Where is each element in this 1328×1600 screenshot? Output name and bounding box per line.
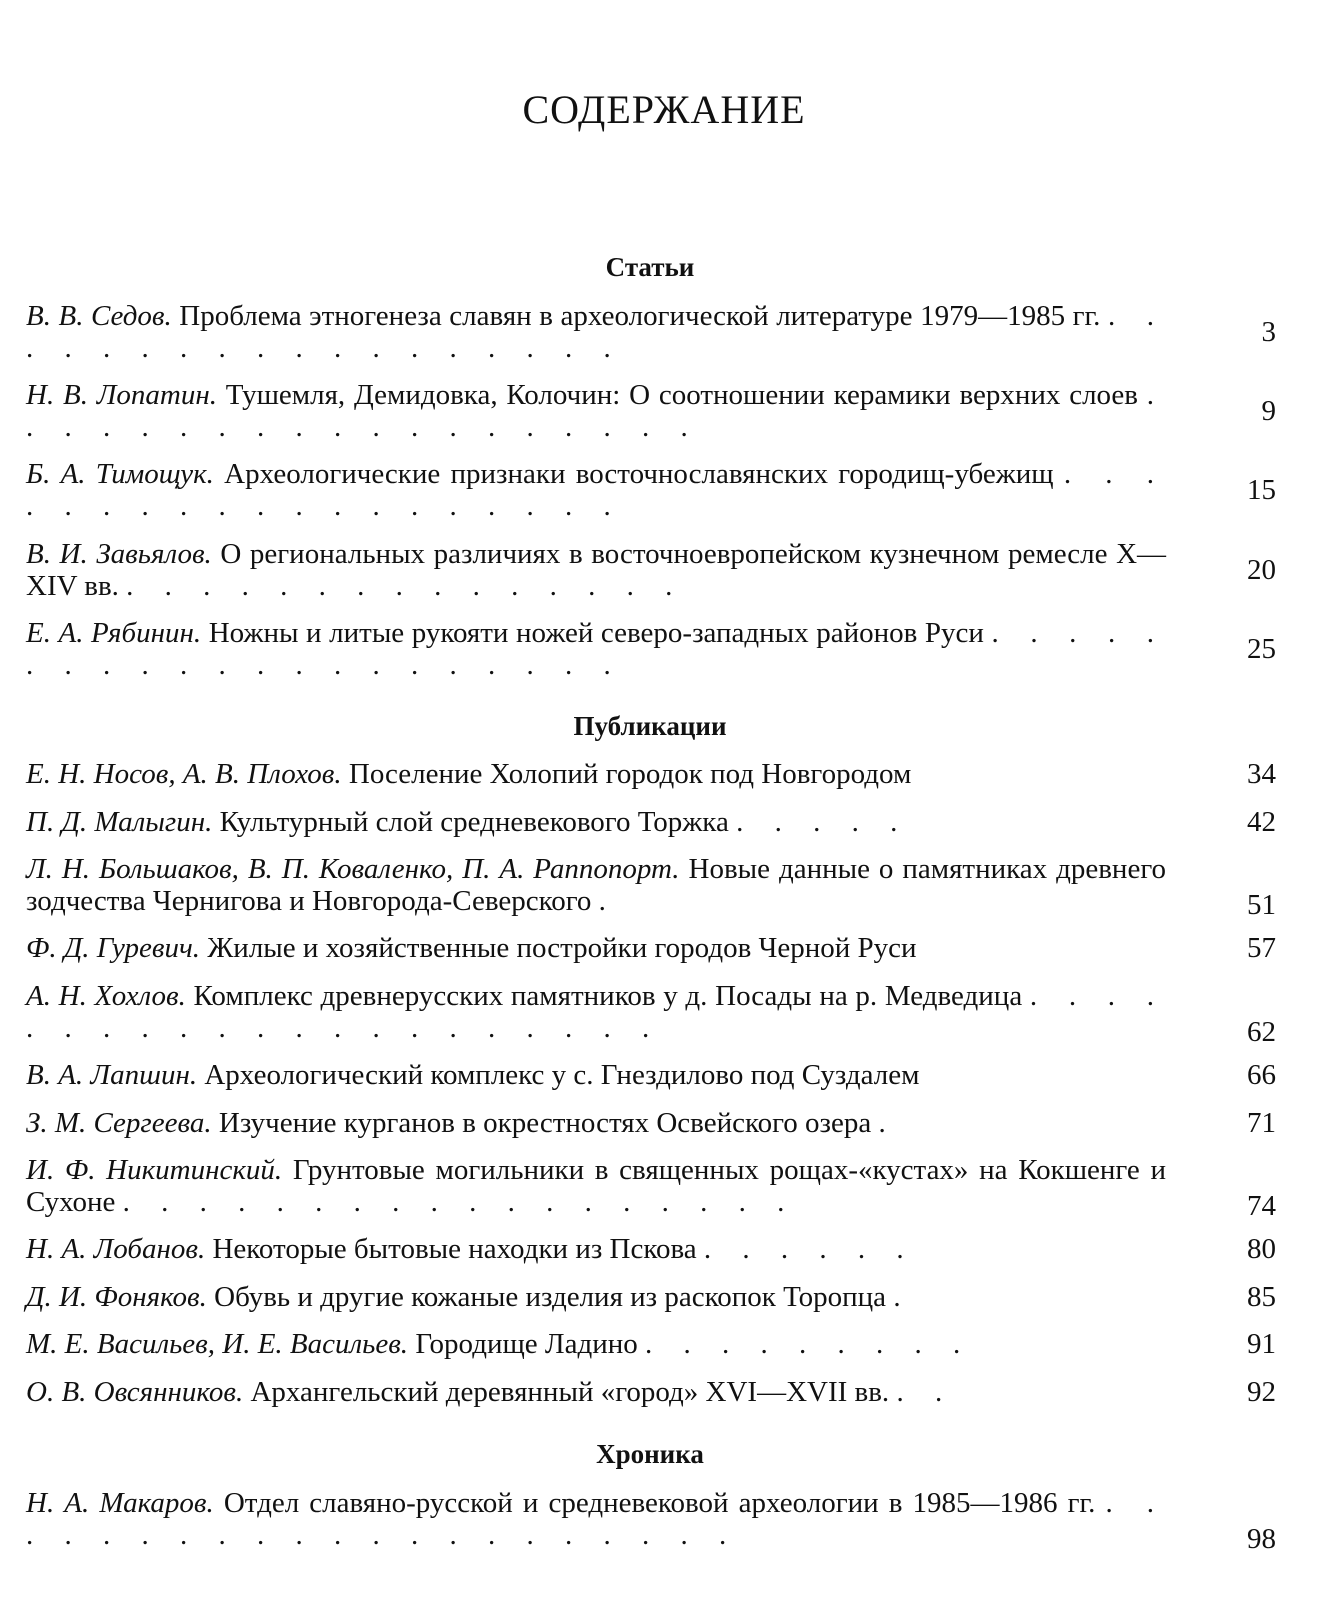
toc-entry[interactable] — [26, 1376, 1276, 1408]
entry-authors: В. В. Седов. — [26, 300, 172, 332]
entry-authors: Д. И. Фоняков. — [26, 1281, 207, 1313]
entry-authors: Н. А. Макаров. — [26, 1487, 214, 1519]
entry-leader-dots: . . . . . . . . . . . . . . . . . . . . . — [26, 980, 1167, 1044]
entry-leader-dots: . . . . . . . . . . . . . . . . . . . — [26, 458, 1167, 522]
entry-title: Ножны и литые рукояти ножей северо-западных районов Руси — [208, 617, 984, 649]
entry-page-number: 51 — [1247, 889, 1276, 921]
entry-page-number: 9 — [1261, 395, 1276, 427]
entry-title: Культурный слой средневекового Торжка — [219, 806, 729, 838]
toc-entry[interactable] — [26, 458, 1276, 522]
entry-leader-dots: . . . . . . . . . . . . . . . . . . . . . — [26, 1487, 1167, 1551]
entry-title: Археологический комплекс у с. Гнездилово под Суздалем — [204, 1059, 920, 1091]
entry-authors: З. М. Сергеева. — [26, 1107, 212, 1139]
section-heading-chronicle: Хроника — [596, 1439, 704, 1469]
toc-entry[interactable] — [26, 1487, 1276, 1555]
toc-entry[interactable] — [26, 980, 1276, 1048]
entry-title: Архангельский деревянный «город» XVI—XVII вв. — [250, 1376, 890, 1408]
toc-entry[interactable] — [26, 300, 1276, 364]
entry-title: Отдел славяно-русской и средневековой археологии в 1985—1986 гг. — [223, 1487, 1096, 1519]
entry-title: Обувь и другие кожаные изделия из раскопок Торопца — [214, 1281, 887, 1313]
entry-page-number: 71 — [1247, 1107, 1276, 1139]
entry-authors: В. И. Завьялов. — [26, 538, 212, 570]
entry-page-number: 34 — [1247, 758, 1276, 790]
entry-page-number: 66 — [1247, 1059, 1276, 1091]
entry-page-number: 74 — [1247, 1190, 1276, 1222]
toc-entry[interactable] — [26, 806, 1276, 838]
toc-entry[interactable] — [26, 538, 1276, 602]
entry-leader-dots: . . . . . . . . . . . . . . . . . . . . . — [26, 617, 1167, 681]
entry-leader-dots: . . . . . . . . . . . . . . . . . . — [122, 1186, 797, 1218]
toc-entry[interactable] — [26, 1281, 1276, 1313]
entry-leader-dots: . . . . . . . . . . . . . . . . . . — [26, 300, 1166, 364]
toc-entry[interactable] — [26, 932, 1276, 964]
entry-title: Проблема этногенеза славян в археологической литературе 1979—1985 гг. — [179, 300, 1101, 332]
entry-authors: А. Н. Хохлов. — [26, 980, 186, 1012]
entry-page-number: 91 — [1247, 1328, 1276, 1360]
entry-title: Городище Ладино — [415, 1328, 638, 1360]
entry-page-number: 20 — [1247, 554, 1276, 586]
entry-page-number: 25 — [1247, 633, 1276, 665]
entry-title: Изучение курганов в окрестностях Освейского озера — [218, 1107, 872, 1139]
entry-title: Комплекс древнерусских памятников у д. Посады на р. Медведица — [193, 980, 1023, 1012]
entry-page-number: 92 — [1247, 1376, 1276, 1408]
toc-entry[interactable] — [26, 1328, 1276, 1360]
entry-title: Новые данные о памятниках древнего зодчества Чернигова и Новгорода-Северского — [26, 853, 1167, 917]
entry-authors: Л. Н. Большаков, В. П. Коваленко, П. А. Раппопорт. — [26, 853, 680, 885]
entry-title: Поселение Холопий городок под Новгородом — [348, 758, 912, 790]
entry-leader-dots: . . . . . . . . . . . . . . . — [126, 570, 685, 602]
entry-authors: Е. Н. Носов, А. В. Плохов. — [26, 758, 342, 790]
entry-page-number: 3 — [1261, 316, 1276, 348]
toc-entry[interactable] — [26, 1107, 1276, 1139]
entry-authors: П. Д. Малыгин. — [26, 806, 213, 838]
entry-leader-dots: . . . . . . . . . . . . . . . . . . . — [26, 379, 1167, 443]
entry-page-number: 42 — [1247, 806, 1276, 838]
section-heading-articles: Статьи — [605, 252, 695, 282]
entry-title: Некоторые бытовые находки из Пскова — [212, 1233, 697, 1265]
toc-entry[interactable] — [26, 1233, 1276, 1265]
entry-leader-dots: . — [893, 1281, 913, 1313]
entry-authors: Б. А. Тимощук. — [26, 458, 214, 490]
entry-title: О региональных различиях в восточноевропейском кузнечном ремесле X—XIV вв. — [26, 538, 1167, 602]
entry-title: Грунтовые могильники в священных рощах-«кустах» на Кокшенге и Сухоне — [26, 1154, 1167, 1218]
entry-title: Археологические признаки восточнославянских городищ-убежищ — [224, 458, 1054, 490]
toc-entry[interactable] — [26, 1059, 1276, 1091]
entry-authors: И. Ф. Никитинский. — [26, 1154, 283, 1186]
entry-page-number: 80 — [1247, 1233, 1276, 1265]
toc-entry[interactable] — [26, 379, 1276, 443]
entry-authors: М. Е. Васильев, И. Е. Васильев. — [26, 1328, 409, 1360]
entry-leader-dots: . . . . . — [736, 806, 910, 838]
entry-title: Тушемля, Демидовка, Колочин: О соотношении керамики верхних слоев — [225, 379, 1138, 411]
entry-leader-dots: . — [598, 885, 618, 917]
toc-entry[interactable] — [26, 853, 1276, 921]
entry-authors: О. В. Овсянников. — [26, 1376, 244, 1408]
entry-authors: Н. А. Лобанов. — [26, 1233, 206, 1265]
entry-leader-dots: . . — [896, 1376, 955, 1408]
entry-page-number: 57 — [1247, 932, 1276, 964]
entry-leader-dots: . — [878, 1107, 898, 1139]
entry-page-number: 62 — [1247, 1016, 1276, 1048]
entry-page-number: 15 — [1247, 474, 1276, 506]
entry-authors: Е. А. Рябинин. — [26, 617, 202, 649]
toc-entry[interactable] — [26, 1154, 1276, 1222]
toc-entry[interactable] — [26, 758, 1276, 790]
entry-page-number: 98 — [1247, 1523, 1276, 1555]
page-title: СОДЕРЖАНИЕ — [522, 87, 806, 132]
entry-authors: Н. В. Лопатин. — [26, 379, 217, 411]
section-heading-publications: Публикации — [573, 711, 727, 741]
entry-authors: Ф. Д. Гуревич. — [26, 932, 201, 964]
entry-leader-dots: . . . . . . — [703, 1233, 916, 1265]
entry-leader-dots: . . . . . . . . . — [645, 1328, 973, 1360]
entry-page-number: 85 — [1247, 1281, 1276, 1313]
toc-entry[interactable] — [26, 617, 1276, 681]
entry-authors: В. А. Лапшин. — [26, 1059, 198, 1091]
entry-title: Жилые и хозяйственные постройки городов Черной Руси — [207, 932, 917, 964]
